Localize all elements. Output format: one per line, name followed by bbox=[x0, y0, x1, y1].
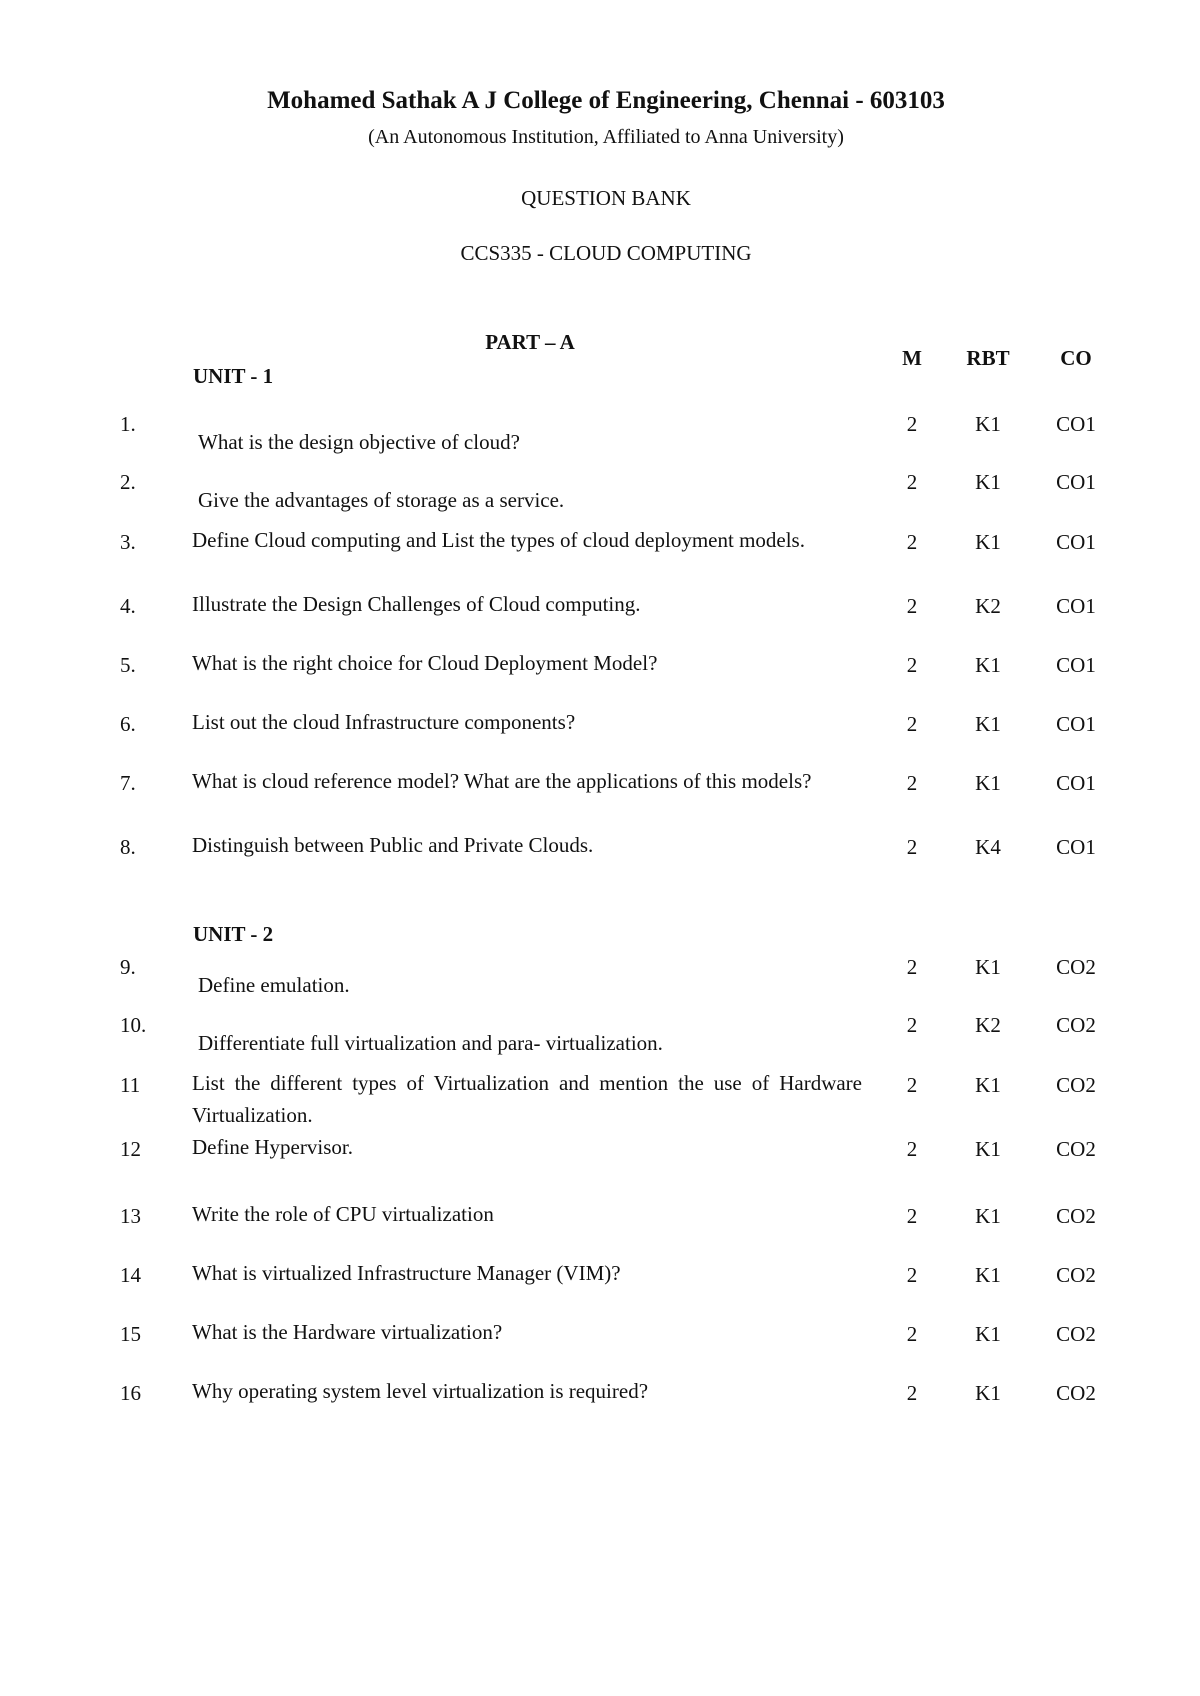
question-number: 10. bbox=[120, 1013, 147, 1037]
question-text: What is cloud reference model? What are the applications of this models? bbox=[192, 769, 812, 793]
question-rbt-level: K1 bbox=[975, 530, 1001, 554]
question-number: 3. bbox=[120, 530, 136, 554]
question-marks: 2 bbox=[906, 1137, 918, 1161]
unit-title: UNIT - 2 bbox=[193, 922, 274, 946]
question-rbt-level: K1 bbox=[975, 1322, 1001, 1346]
question-rbt-level: K1 bbox=[975, 470, 1001, 494]
question-number: 2. bbox=[120, 470, 136, 494]
question-marks: 2 bbox=[906, 470, 918, 494]
question-text: What is the design objective of cloud? bbox=[198, 430, 520, 454]
question-rbt-level: K1 bbox=[975, 1263, 1001, 1287]
question-co: CO1 bbox=[1056, 594, 1096, 618]
question-marks: 2 bbox=[906, 1073, 918, 1097]
question-text: Define emulation. bbox=[198, 973, 350, 997]
question-number: 1. bbox=[120, 412, 136, 436]
question-rbt-level: K1 bbox=[975, 771, 1001, 795]
question-text: Define Hypervisor. bbox=[192, 1135, 353, 1159]
question-co: CO2 bbox=[1056, 1073, 1096, 1097]
question-co: CO1 bbox=[1056, 412, 1096, 436]
question-marks: 2 bbox=[906, 835, 918, 859]
question-text: Define Cloud computing and List the types of cloud deployment models. bbox=[192, 528, 805, 552]
question-co: CO2 bbox=[1056, 1263, 1096, 1287]
question-marks: 2 bbox=[906, 653, 918, 677]
question-co: CO1 bbox=[1056, 771, 1096, 795]
question-text: List the different types of Virtualization and mention the use of Hardware Virtualization. bbox=[192, 1071, 862, 1127]
question-co: CO1 bbox=[1056, 530, 1096, 554]
question-co: CO2 bbox=[1056, 1204, 1096, 1228]
question-marks: 2 bbox=[906, 1322, 918, 1346]
question-co: CO2 bbox=[1056, 1381, 1096, 1405]
question-marks: 2 bbox=[906, 412, 918, 436]
question-text: Differentiate full virtualization and para- virtualization. bbox=[198, 1031, 663, 1055]
question-number: 11 bbox=[120, 1073, 141, 1097]
question-rbt-level: K2 bbox=[975, 594, 1001, 618]
question-marks: 2 bbox=[906, 530, 918, 554]
question-text: Write the role of CPU virtualization bbox=[192, 1202, 494, 1226]
question-rbt-level: K1 bbox=[975, 1204, 1001, 1228]
question-marks: 2 bbox=[906, 1381, 918, 1405]
column-header-co: CO bbox=[1060, 346, 1092, 370]
question-text: Distinguish between Public and Private Clouds. bbox=[192, 833, 594, 857]
question-rbt-level: K1 bbox=[975, 712, 1001, 736]
question-co: CO2 bbox=[1056, 955, 1096, 979]
column-header-rbt: RBT bbox=[966, 346, 1010, 370]
question-text: List out the cloud Infrastructure components? bbox=[192, 710, 576, 734]
question-rbt-level: K1 bbox=[975, 955, 1001, 979]
question-number: 7. bbox=[120, 771, 136, 795]
affiliation-line: (An Autonomous Institution, Affiliated to Anna University) bbox=[368, 126, 844, 148]
question-co: CO2 bbox=[1056, 1137, 1096, 1161]
column-header-marks: M bbox=[902, 346, 922, 370]
question-number: 9. bbox=[120, 955, 136, 979]
question-text: Illustrate the Design Challenges of Cloud computing. bbox=[192, 592, 641, 616]
question-rbt-level: K2 bbox=[975, 1013, 1001, 1037]
question-number: 14 bbox=[120, 1263, 141, 1287]
question-number: 8. bbox=[120, 835, 136, 859]
question-marks: 2 bbox=[906, 1013, 918, 1037]
question-rbt-level: K1 bbox=[975, 653, 1001, 677]
question-marks: 2 bbox=[906, 1263, 918, 1287]
document-type: QUESTION BANK bbox=[521, 186, 691, 210]
college-name: Mohamed Sathak A J College of Engineering, Chennai - 603103 bbox=[267, 87, 945, 114]
question-marks: 2 bbox=[906, 594, 918, 618]
question-marks: 2 bbox=[906, 712, 918, 736]
question-number: 6. bbox=[120, 712, 136, 736]
question-text: What is the right choice for Cloud Deployment Model? bbox=[192, 651, 658, 675]
question-text: What is virtualized Infrastructure Manager (VIM)? bbox=[192, 1261, 621, 1285]
question-rbt-level: K4 bbox=[975, 835, 1001, 859]
course-title: CCS335 - CLOUD COMPUTING bbox=[460, 241, 752, 265]
question-co: CO1 bbox=[1056, 470, 1096, 494]
question-marks: 2 bbox=[906, 955, 918, 979]
question-co: CO1 bbox=[1056, 712, 1096, 736]
part-label: PART – A bbox=[485, 330, 575, 354]
question-number: 13 bbox=[120, 1204, 141, 1228]
question-co: CO1 bbox=[1056, 835, 1096, 859]
question-co: CO1 bbox=[1056, 653, 1096, 677]
question-co: CO2 bbox=[1056, 1013, 1096, 1037]
question-text: What is the Hardware virtualization? bbox=[192, 1320, 503, 1344]
question-text: Why operating system level virtualization is required? bbox=[192, 1379, 649, 1403]
question-number: 12 bbox=[120, 1137, 141, 1161]
question-rbt-level: K1 bbox=[975, 1073, 1001, 1097]
question-number: 16 bbox=[120, 1381, 141, 1405]
question-text: Give the advantages of storage as a service. bbox=[198, 488, 565, 512]
question-number: 5. bbox=[120, 653, 136, 677]
question-co: CO2 bbox=[1056, 1322, 1096, 1346]
question-rbt-level: K1 bbox=[975, 1137, 1001, 1161]
question-rbt-level: K1 bbox=[975, 1381, 1001, 1405]
question-marks: 2 bbox=[906, 771, 918, 795]
question-marks: 2 bbox=[906, 1204, 918, 1228]
question-number: 4. bbox=[120, 594, 136, 618]
unit-title: UNIT - 1 bbox=[193, 364, 274, 388]
question-rbt-level: K1 bbox=[975, 412, 1001, 436]
question-number: 15 bbox=[120, 1322, 141, 1346]
